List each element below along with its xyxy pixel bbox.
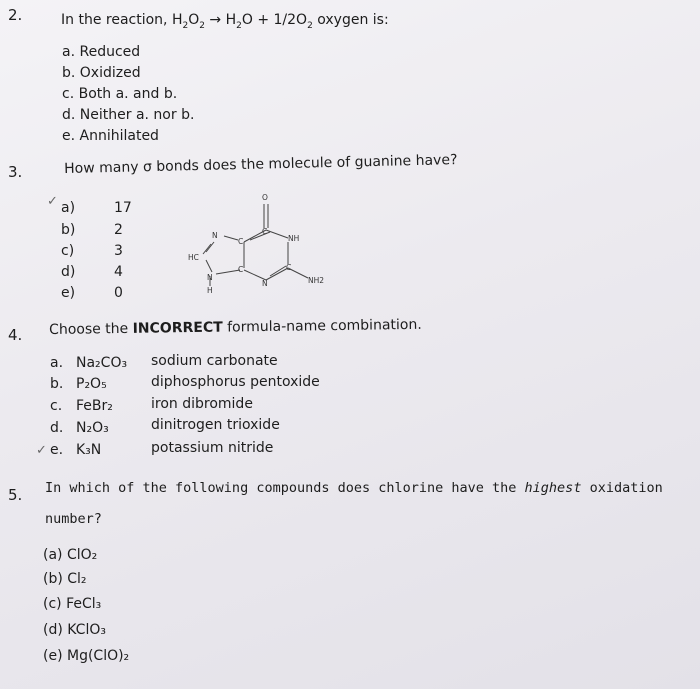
option-c: (c) FeCl₃ [43,596,102,612]
question-stem: In which of the following compounds does chlorine have the highest oxidation [45,480,663,496]
atom-nitrogen: N [212,231,218,240]
guanine-structure [178,190,338,295]
option-a: (a) ClO₂ [43,547,98,563]
check-mark: ✓ [47,194,58,209]
question-number: 5. [8,486,23,504]
option-d: d. Neither a. nor b. [62,107,195,123]
ring-bond [266,230,288,238]
ring-bond [206,242,214,252]
option-d-letter: d. [50,420,64,436]
ring-bond [270,266,286,276]
question-stem: Choose the INCORRECT formula-name combination. [49,316,422,338]
option-c: c. Both a. and b. [62,86,178,102]
atom-carbon: C [262,227,268,236]
question-number: 4. [8,326,23,344]
question-number: 2. [8,6,23,24]
option-a-formula: Na₂CO₃ [76,355,128,371]
option-b: (b) Cl₂ [43,571,87,587]
check-mark: ✓ [36,443,47,458]
option-e-value: 0 [114,285,123,301]
option-c-letter: c) [61,243,75,259]
option-e-formula: K₃N [76,442,102,458]
option-d-name: dinitrogen trioxide [151,417,280,433]
ring-bond [224,236,238,240]
option-d: (d) KClO₃ [43,622,106,638]
atom-hc: HC [188,253,199,262]
option-a-value: 17 [114,200,132,216]
atom-hydrogen: H [207,286,213,295]
option-e-letter: e. [50,442,64,458]
option-e-letter: e) [61,285,76,301]
atom-carbon: C [238,265,244,274]
atom-oxygen: O [262,193,268,202]
option-b-name: diphosphorus pentoxide [151,374,320,390]
atom-carbon: C [238,237,244,246]
option-d-value: 4 [114,264,123,280]
option-a-letter: a) [61,200,76,216]
question-number: 3. [8,163,23,181]
atom-nh2: NH2 [308,276,325,285]
option-c-formula: FeBr₂ [76,398,113,414]
atom-nitrogen: N [262,279,268,288]
option-c-value: 3 [114,243,123,259]
option-d-formula: N₂O₃ [76,420,109,436]
atom-carbon: C [286,263,292,272]
option-b-value: 2 [114,222,123,238]
question-stem: How many σ bonds does the molecule of guanine have? [64,152,458,177]
option-b: b. Oxidized [62,65,141,81]
ring-bond [203,244,211,254]
option-a-letter: a. [50,355,64,371]
option-b-letter: b. [50,376,64,392]
ring-bond [216,270,240,274]
question-stem-line2: number? [45,511,102,527]
atom-nh: NH [288,234,300,243]
option-a-name: sodium carbonate [151,353,278,369]
option-c-name: iron dibromide [151,396,253,412]
option-e-name: potassium nitride [151,440,274,456]
option-c-letter: c. [50,398,63,414]
ring-bond [206,260,212,272]
option-b-letter: b) [61,222,76,238]
ring-bond [266,268,288,280]
option-d-letter: d) [61,264,76,280]
question-stem: In the reaction, $H_2O_2 \to H_2O + 1/2O_2$ oxygen is: [61,12,389,31]
option-a: a. Reduced [62,44,141,60]
option-b-formula: P₂O₅ [76,376,107,392]
option-e: (e) Mg(ClO)₂ [43,648,130,664]
option-e: e. Annihilated [62,128,159,144]
atom-nitrogen: N [207,273,213,282]
